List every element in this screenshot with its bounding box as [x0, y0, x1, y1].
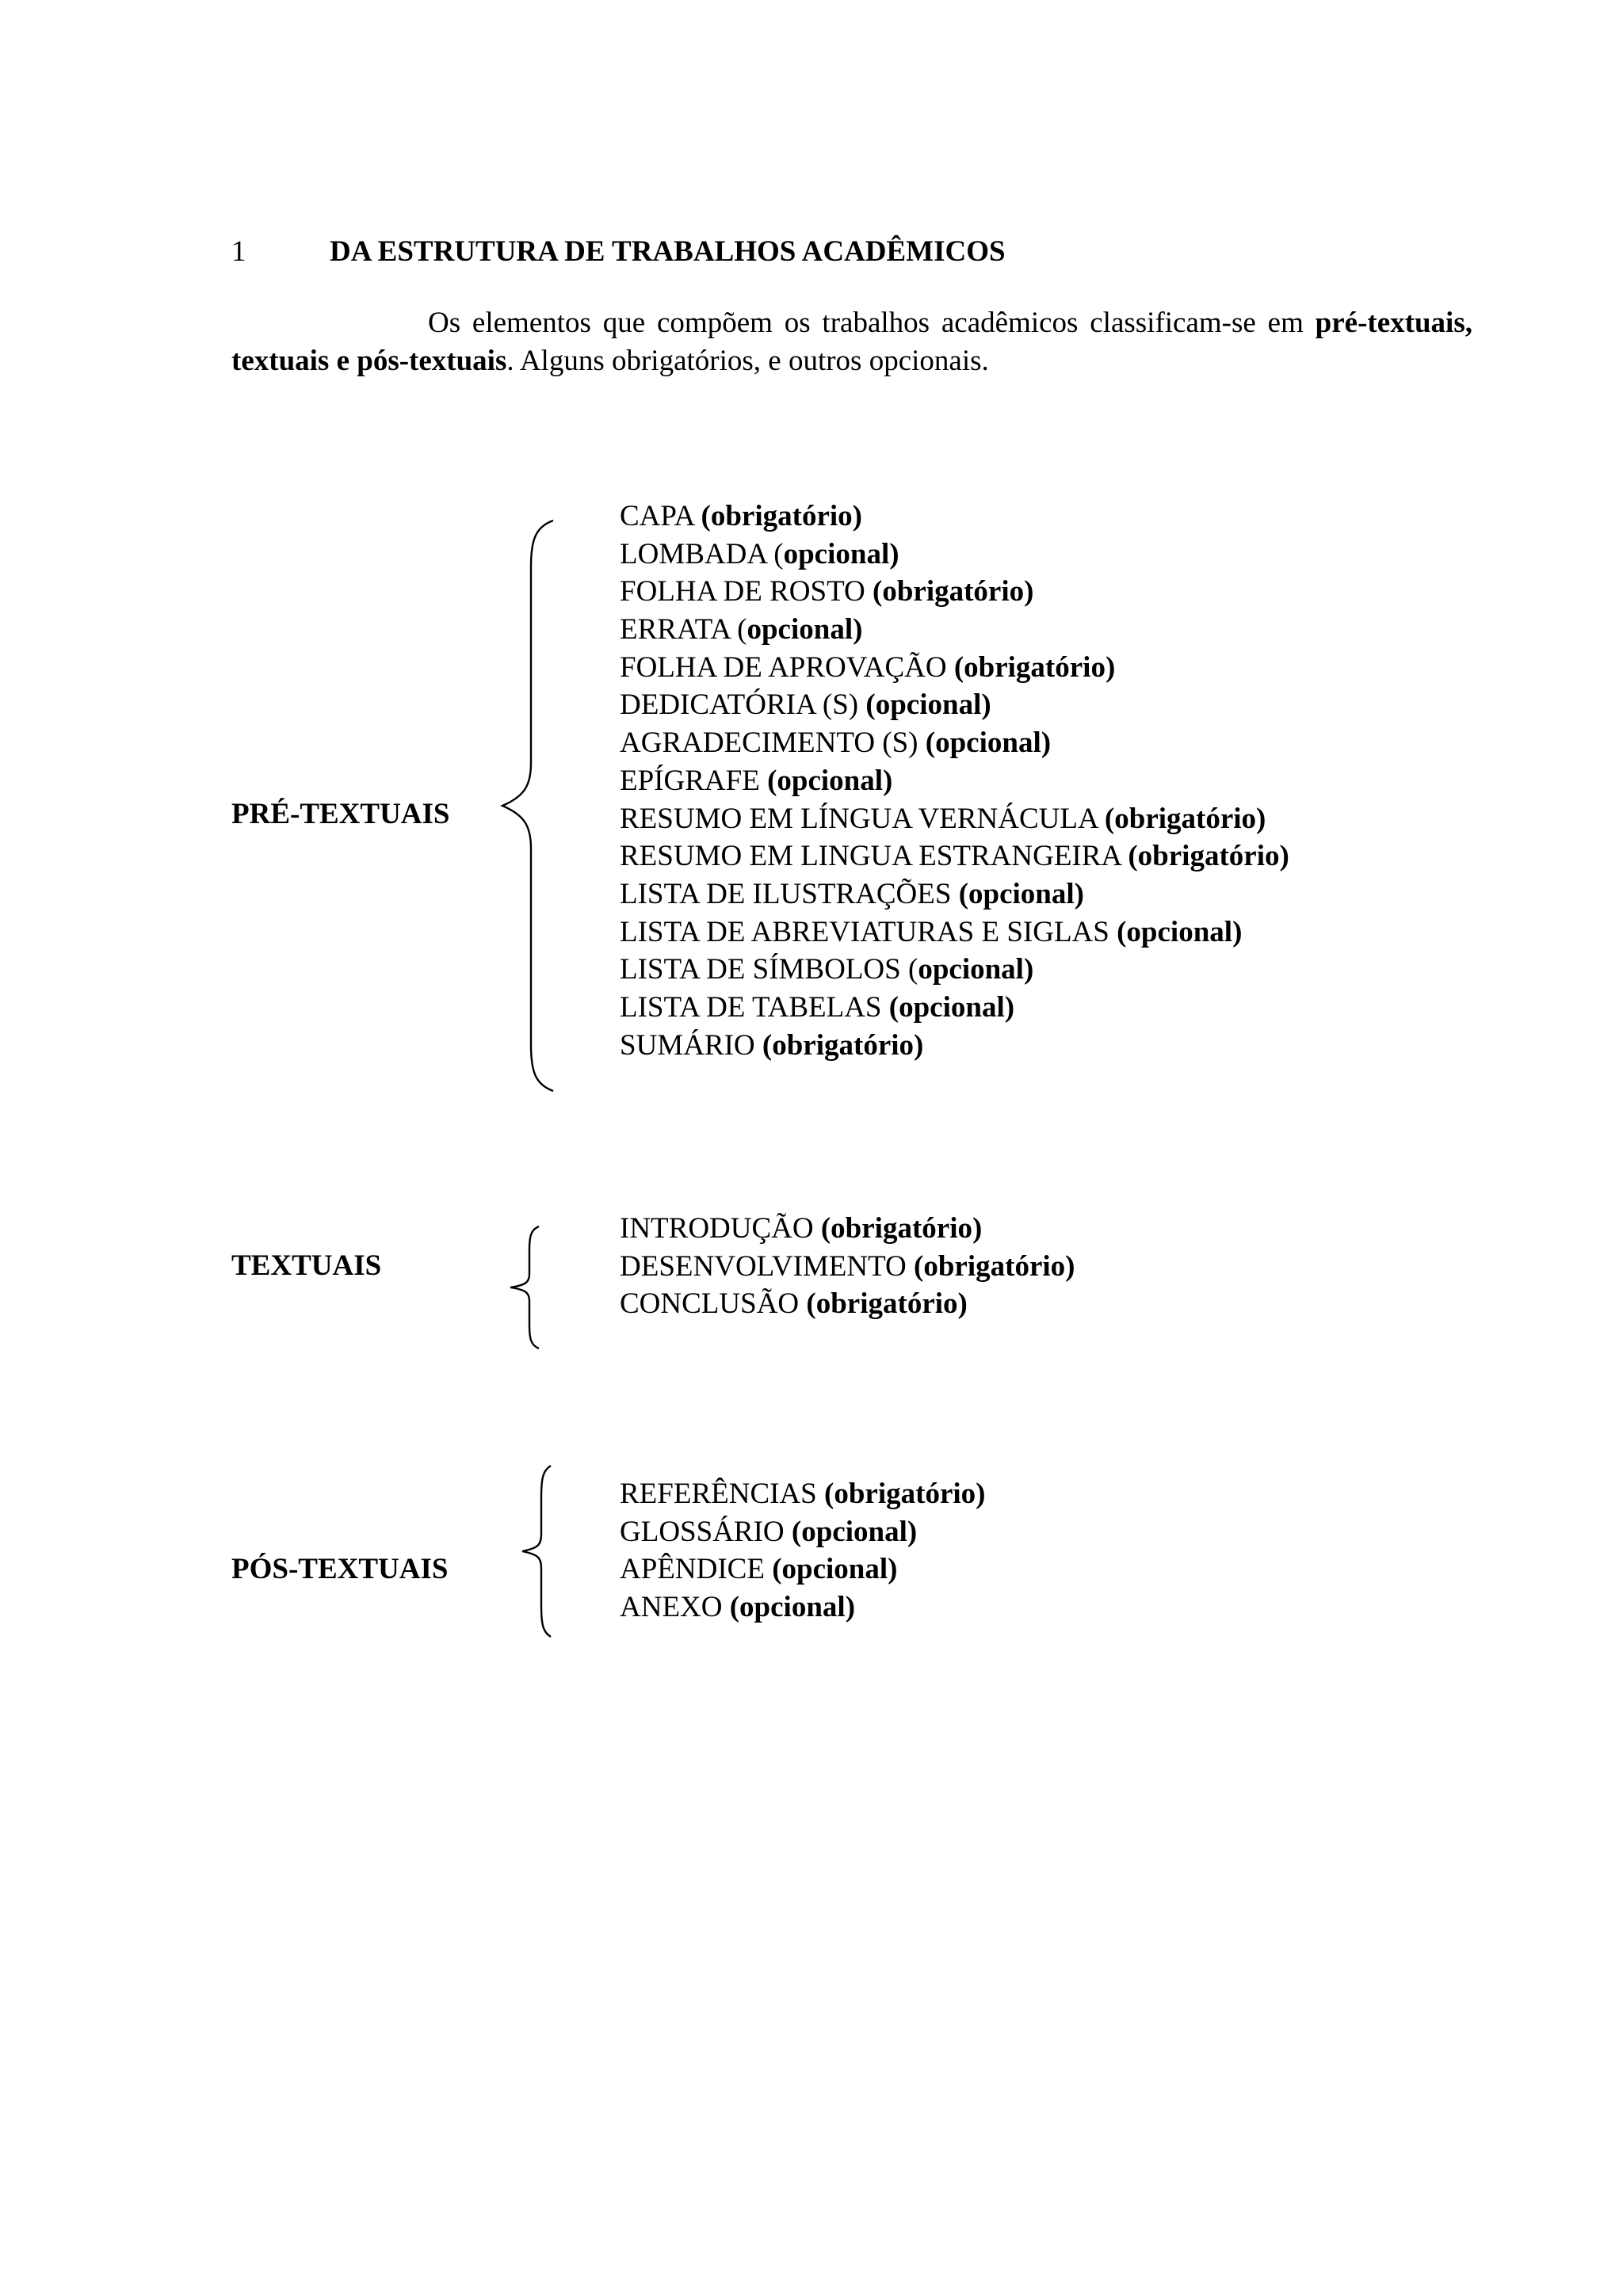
- item-status: (opcional): [767, 764, 893, 797]
- item-status: opcional): [918, 953, 1034, 986]
- item-name: SUMÁRIO: [620, 1028, 762, 1062]
- item-status: (opcional): [888, 990, 1015, 1024]
- group-label-textuais: TEXTUAIS: [231, 1249, 382, 1282]
- item-status: (obrigatório): [806, 1287, 968, 1321]
- item-name: FOLHA DE APROVAÇÃO: [620, 650, 954, 684]
- list-item: [620, 536, 1289, 574]
- item-status: (obrigatório): [1104, 802, 1266, 835]
- list-item: [620, 498, 1289, 536]
- item-name: DESENVOLVIMENTO: [620, 1249, 915, 1283]
- item-status: (obrigatório): [701, 500, 862, 532]
- list-item: [620, 762, 1289, 800]
- list-item: [620, 1589, 985, 1627]
- intro-text-end: . Alguns obrigatórios, e outros opcionais.: [506, 345, 989, 377]
- list-item: [620, 611, 1289, 649]
- list-item: [620, 573, 1289, 611]
- item-list-pre-textuais: [620, 498, 1289, 1064]
- intro-paragraph: [231, 304, 1472, 380]
- item-status: (opcional): [1117, 915, 1243, 948]
- intro-text-bold: pré-textuais, textuais e pós-textuais: [231, 307, 1472, 377]
- item-status: opcional): [747, 613, 863, 646]
- item-status: (obrigatório): [824, 1478, 986, 1510]
- item-name: RESUMO EM LINGUA ESTRANGEIRA: [620, 840, 1128, 873]
- item-name: LISTA DE ABREVIATURAS E SIGLAS: [620, 915, 1117, 948]
- list-item: [620, 1210, 1075, 1248]
- item-status: (opcional): [865, 688, 991, 722]
- item-list-textuais: [620, 1210, 1075, 1323]
- brace-textuais: [507, 1225, 547, 1352]
- item-name: REFERÊNCIAS: [620, 1478, 825, 1510]
- item-status: (opcional): [772, 1553, 898, 1586]
- list-item: [620, 1285, 1075, 1323]
- list-item: [620, 724, 1289, 762]
- list-item: [620, 1550, 985, 1589]
- item-status: (obrigatório): [1128, 840, 1289, 873]
- item-name: LOMBADA (: [620, 537, 784, 570]
- list-item: [620, 800, 1289, 838]
- item-name: GLOSSÁRIO: [620, 1515, 792, 1548]
- list-item: [620, 837, 1289, 875]
- item-name: CAPA: [620, 500, 701, 532]
- list-item: [620, 951, 1289, 989]
- item-name: ERRATA (: [620, 613, 747, 646]
- intro-text-start: Os elementos que compõem os trabalhos acadêmicos classificam-se em: [428, 307, 1316, 339]
- item-status: (opcional): [958, 877, 1084, 910]
- item-status: (opcional): [791, 1515, 918, 1548]
- item-status: (obrigatório): [762, 1028, 924, 1062]
- list-item: [620, 989, 1289, 1027]
- item-name: LISTA DE SÍMBOLOS (: [620, 953, 918, 986]
- section-heading: [231, 235, 1499, 269]
- item-status: opcional): [783, 537, 899, 570]
- item-name: LISTA DE ILUSTRAÇÕES: [620, 877, 959, 910]
- item-status: (opcional): [729, 1591, 856, 1624]
- item-name: CONCLUSÃO: [620, 1287, 807, 1321]
- list-item: [620, 1027, 1289, 1065]
- item-name: AGRADECIMENTO (S): [620, 727, 926, 760]
- item-name: EPÍGRAFE: [620, 764, 768, 797]
- item-name: ANEXO: [620, 1591, 730, 1624]
- item-name: APÊNDICE: [620, 1553, 773, 1586]
- item-name: RESUMO EM LÍNGUA VERNÁCULA: [620, 802, 1105, 835]
- item-list-pos-textuais: [620, 1475, 985, 1627]
- section-title: DA ESTRUTURA DE TRABALHOS ACADÊMICOS: [330, 235, 1006, 268]
- item-name: LISTA DE TABELAS: [620, 990, 889, 1024]
- item-status: (obrigatório): [953, 650, 1116, 684]
- item-name: FOLHA DE ROSTO: [620, 575, 873, 608]
- list-item: [620, 686, 1289, 724]
- list-item: [620, 649, 1289, 687]
- group-label-pre-textuais: PRÉ-TEXTUAIS: [231, 798, 450, 830]
- brace-pre-textuais: [499, 519, 563, 1089]
- list-item: [620, 875, 1289, 913]
- group-label-pos-textuais: PÓS-TEXTUAIS: [231, 1553, 449, 1585]
- list-item: [620, 1475, 985, 1513]
- list-item: [620, 913, 1289, 952]
- item-status: (opcional): [925, 727, 1052, 760]
- list-item: [620, 1248, 1075, 1286]
- item-status: (obrigatório): [914, 1249, 1075, 1283]
- list-item: [620, 1513, 985, 1551]
- item-status: (obrigatório): [820, 1212, 983, 1245]
- section-number: 1: [231, 235, 246, 268]
- item-name: DEDICATÓRIA (S): [620, 688, 866, 722]
- item-name: INTRODUÇÃO: [620, 1212, 821, 1245]
- brace-pos-textuais: [519, 1464, 559, 1638]
- item-status: (obrigatório): [873, 575, 1034, 608]
